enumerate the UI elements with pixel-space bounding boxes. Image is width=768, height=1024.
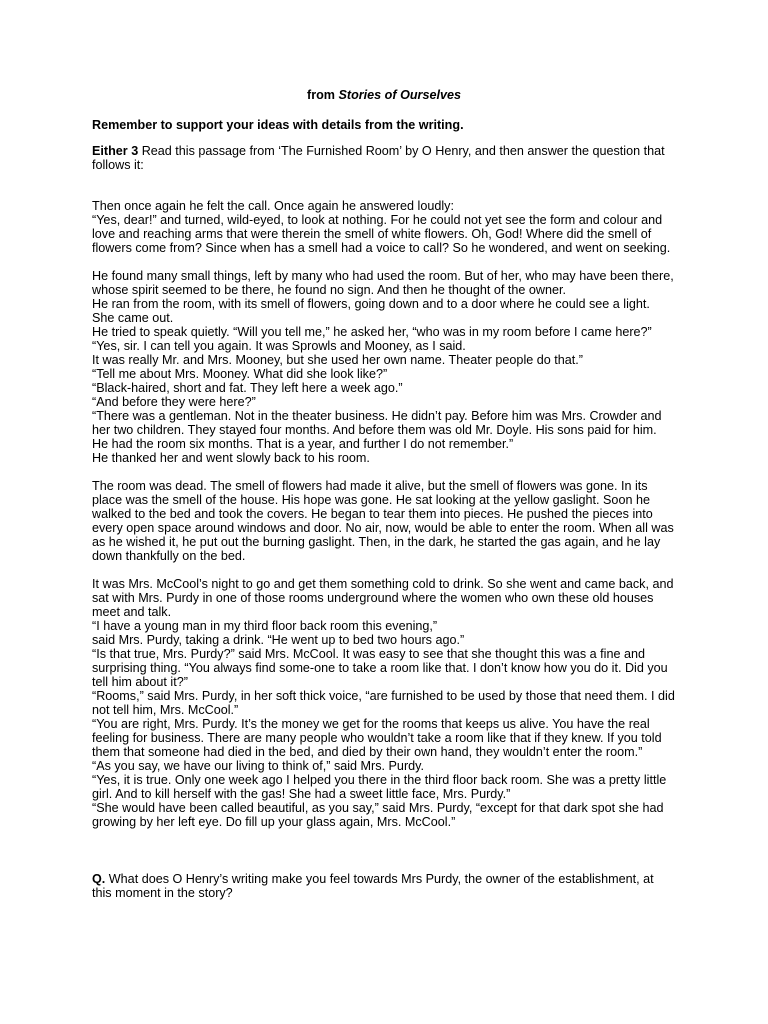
- passage-line: The room was dead. The smell of flowers had made it alive, but the smell of flowers was gone. In its place was the smell of the house. His hope was gone. He sat looking at the yellow gaslight. Soon he walked to the bed and took the covers. He began to tear them into pieces. He pushed the pieces into every open space around windows and door. No air, now, would be able to enter the room. When all was as he wished it, he put out the burning gaslight. Then, in the dark, he started the gas again, and he lay down thankfully on the bed.: [92, 479, 674, 563]
- passage-line: It was Mrs. McCool’s night to go and get them something cold to drink. So she went and came back, and sat with Mrs. Purdy in one of those rooms underground where the women who own these old houses meet and talk.: [92, 577, 674, 619]
- page-title: [0, 88, 768, 102]
- passage-line: said Mrs. Purdy, taking a drink. “He went up to bed two hours ago.”: [92, 633, 465, 647]
- passage-line: “Is that true, Mrs. Purdy?” said Mrs. McCool. It was easy to see that she thought this was a fine and surprising thing. “You always find some-one to take a room like that. I don’t know how you do it. Did you tell him about it?”: [92, 647, 668, 689]
- instruction-text: Read this passage from ‘The Furnished Room’ by O Henry, and then answer the question that follows it:: [92, 144, 665, 172]
- passage-line: He thanked her and went slowly back to his room.: [92, 451, 370, 465]
- reminder-text: Remember to support your ideas with details from the writing.: [92, 118, 464, 132]
- passage-line: “Yes, dear!” and turned, wild-eyed, to look at nothing. For he could not yet see the form and colour and love and reaching arms that were therein the smell of white flowers. Oh, God! Where did the smell of flowers come from? Since when has a smell had a voice to call? So he wondered, and went on seeking.: [92, 213, 671, 255]
- passage-paragraph-2: [92, 269, 675, 465]
- passage-line: He ran from the room, with its smell of flowers, going down and to a door where he could see a light. She came out.: [92, 297, 650, 325]
- question-label: Q.: [92, 872, 106, 886]
- passage-line: “Yes, it is true. Only one week ago I helped you there in the third floor back room. She was a pretty little girl. And to kill herself with the gas! She had a sweet little face, Mrs. Purdy.”: [92, 773, 667, 801]
- passage-line: “I have a young man in my third floor back room this evening,”: [92, 619, 438, 633]
- passage-paragraph-4: [92, 577, 675, 829]
- passage-line: He found many small things, left by many who had used the room. But of her, who may have been there, whose spirit seemed to be there, he found no sign. And then he thought of the owner.: [92, 269, 674, 297]
- passage-line: He tried to speak quietly. “Will you tell me,” he asked her, “who was in my room before I came here?”: [92, 325, 652, 339]
- passage-line: “Tell me about Mrs. Mooney. What did she look like?”: [92, 367, 388, 381]
- passage-line: “Yes, sir. I can tell you again. It was Sprowls and Mooney, as I said.: [92, 339, 466, 353]
- title-prefix: from: [307, 88, 339, 102]
- title-work: Stories of Ourselves: [338, 88, 461, 102]
- question: [92, 872, 675, 900]
- passage-line: “Rooms,” said Mrs. Purdy, in her soft thick voice, “are furnished to be used by those that need them. I did not tell him, Mrs. McCool.”: [92, 689, 675, 717]
- passage-line: “There was a gentleman. Not in the theater business. He didn’t pay. Before him was Mrs. Crowder and her two children. They stayed four months. And before them was old Mr. Doyle. His sons paid for him. He had the room six months. That is a year, and further I do not remember.”: [92, 409, 662, 451]
- passage-paragraph-1: [92, 199, 675, 255]
- passage-line: It was really Mr. and Mrs. Mooney, but she used her own name. Theater people do that.”: [92, 353, 583, 367]
- passage-line: “You are right, Mrs. Purdy. It’s the money we get for the rooms that keeps us alive. You have the real feeling for business. There are many people who wouldn’t take a room like that if they knew. If you told them that someone had died in the bed, and died by their own hand, they wouldn’t enter the room.”: [92, 717, 662, 759]
- instruction: [92, 144, 675, 172]
- question-text: What does O Henry’s writing make you feel towards Mrs Purdy, the owner of the establishment, at this moment in the story?: [92, 872, 654, 900]
- passage-line: “Black-haired, short and fat. They left here a week ago.”: [92, 381, 403, 395]
- passage-paragraph-3: [92, 479, 675, 563]
- passage-line: “And before they were here?”: [92, 395, 256, 409]
- passage-line: Then once again he felt the call. Once again he answered loudly:: [92, 199, 454, 213]
- instruction-label: Either 3: [92, 144, 139, 158]
- passage-line: “She would have been called beautiful, as you say,” said Mrs. Purdy, “except for that dark spot she had growing by her left eye. Do fill up your glass again, Mrs. McCool.”: [92, 801, 664, 829]
- passage: [92, 199, 675, 843]
- passage-line: “As you say, we have our living to think of,” said Mrs. Purdy.: [92, 759, 424, 773]
